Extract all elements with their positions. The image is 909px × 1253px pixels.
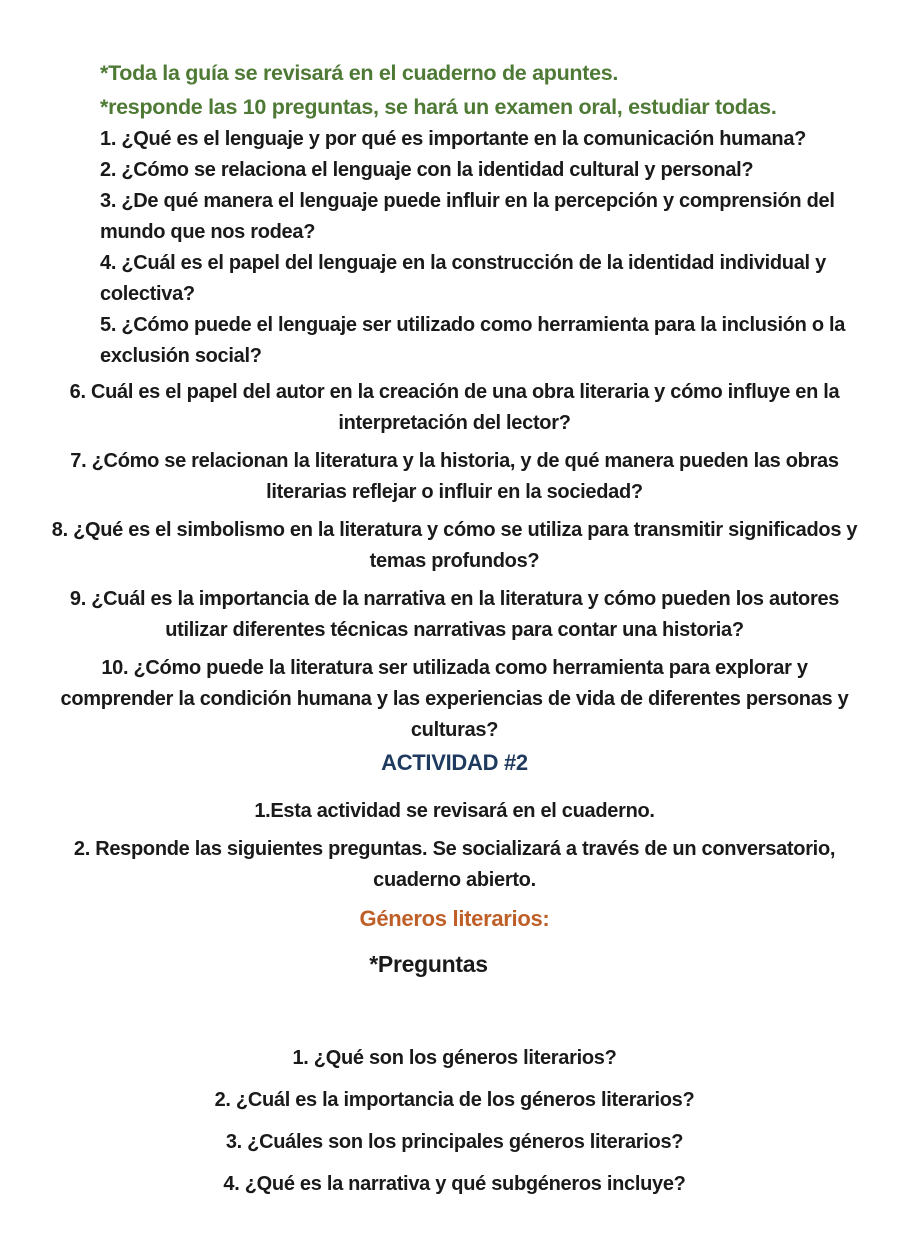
question-line-wrap: utilizar diferentes técnicas narrativas para contar una historia? <box>165 619 744 641</box>
genre-questions-list <box>12 1043 897 1200</box>
note-line: *Toda la guía se revisará en el cuaderno de apuntes. <box>100 61 619 85</box>
question-line-wrap: literarias reflejar o influir en la sociedad? <box>266 481 643 503</box>
question-line-wrap: exclusión social? <box>100 345 262 367</box>
question-line: 1. ¿Qué es el lenguaje y por qué es importante en la comunicación humana? <box>100 128 807 150</box>
activity-2-title: ACTIVIDAD #2 <box>381 750 528 775</box>
activity-instruction <box>12 834 897 896</box>
question-line: 2. ¿Cómo se relaciona el lenguaje con la identidad cultural y personal? <box>100 159 754 181</box>
question-line: 6. Cuál es el papel del autor en la creación de una obra literaria y cómo influye en la <box>69 381 840 403</box>
activity-instruction <box>12 796 897 827</box>
genre-question: 2. ¿Cuál es la importancia de los géneros literarios? <box>214 1089 695 1111</box>
question-line-wrap: temas profundos? <box>369 550 540 572</box>
centered-content <box>0 377 909 1200</box>
question-line-wrap: mundo que nos rodea? <box>100 221 316 243</box>
preguntas-label: *Preguntas <box>369 951 488 977</box>
question-line: 7. ¿Cómo se relacionan la literatura y la historia, y de qué manera pueden las obras <box>70 450 839 472</box>
genre-question: 3. ¿Cuáles son los principales géneros literarios? <box>225 1131 684 1153</box>
question-line: 4. ¿Cuál es el papel del lenguaje en la construcción de la identidad individual y <box>100 252 826 274</box>
question-line-wrap: interpretación del lector? <box>338 412 571 434</box>
question-line: 5. ¿Cómo puede el lenguaje ser utilizado como herramienta para la inclusión o la <box>100 314 846 336</box>
question-paragraph <box>12 584 897 646</box>
question-paragraph <box>12 377 897 439</box>
question-line-wrap: culturas? <box>410 719 499 741</box>
question-line-wrap: colectiva? <box>100 283 195 305</box>
question-line: 8. ¿Qué es el simbolismo en la literatura y cómo se utiliza para transmitir significados y <box>51 519 858 541</box>
instruction-line-wrap: cuaderno abierto. <box>373 869 536 891</box>
instruction-line: 2. Responde las siguientes preguntas. Se socializará a través de un conversatorio, <box>73 838 836 860</box>
note-line: *responde las 10 preguntas, se hará un examen oral, estudiar todas. <box>100 95 777 119</box>
question-line: 10. ¿Cómo puede la literatura ser utilizada como herramienta para explorar y <box>101 657 808 679</box>
question-line: 3. ¿De qué manera el lenguaje puede influir en la percepción y comprensión del <box>100 190 835 212</box>
question-line: 9. ¿Cuál es la importancia de la narrativa en la literatura y cómo pueden los autores <box>69 588 840 610</box>
question-line-wrap: comprender la condición humana y las experiencias de vida de diferentes personas y <box>60 688 849 710</box>
genre-question: 4. ¿Qué es la narrativa y qué subgéneros incluye? <box>223 1173 686 1195</box>
question-paragraph <box>12 446 897 508</box>
genre-question: 1. ¿Qué son los géneros literarios? <box>292 1047 617 1069</box>
question-paragraph <box>12 515 897 577</box>
intro-and-questions-1-5 <box>0 56 909 372</box>
genres-heading: Géneros literarios: <box>359 906 550 931</box>
instruction-line: 1.Esta actividad se revisará en el cuaderno. <box>254 800 655 822</box>
question-paragraph <box>12 653 897 746</box>
